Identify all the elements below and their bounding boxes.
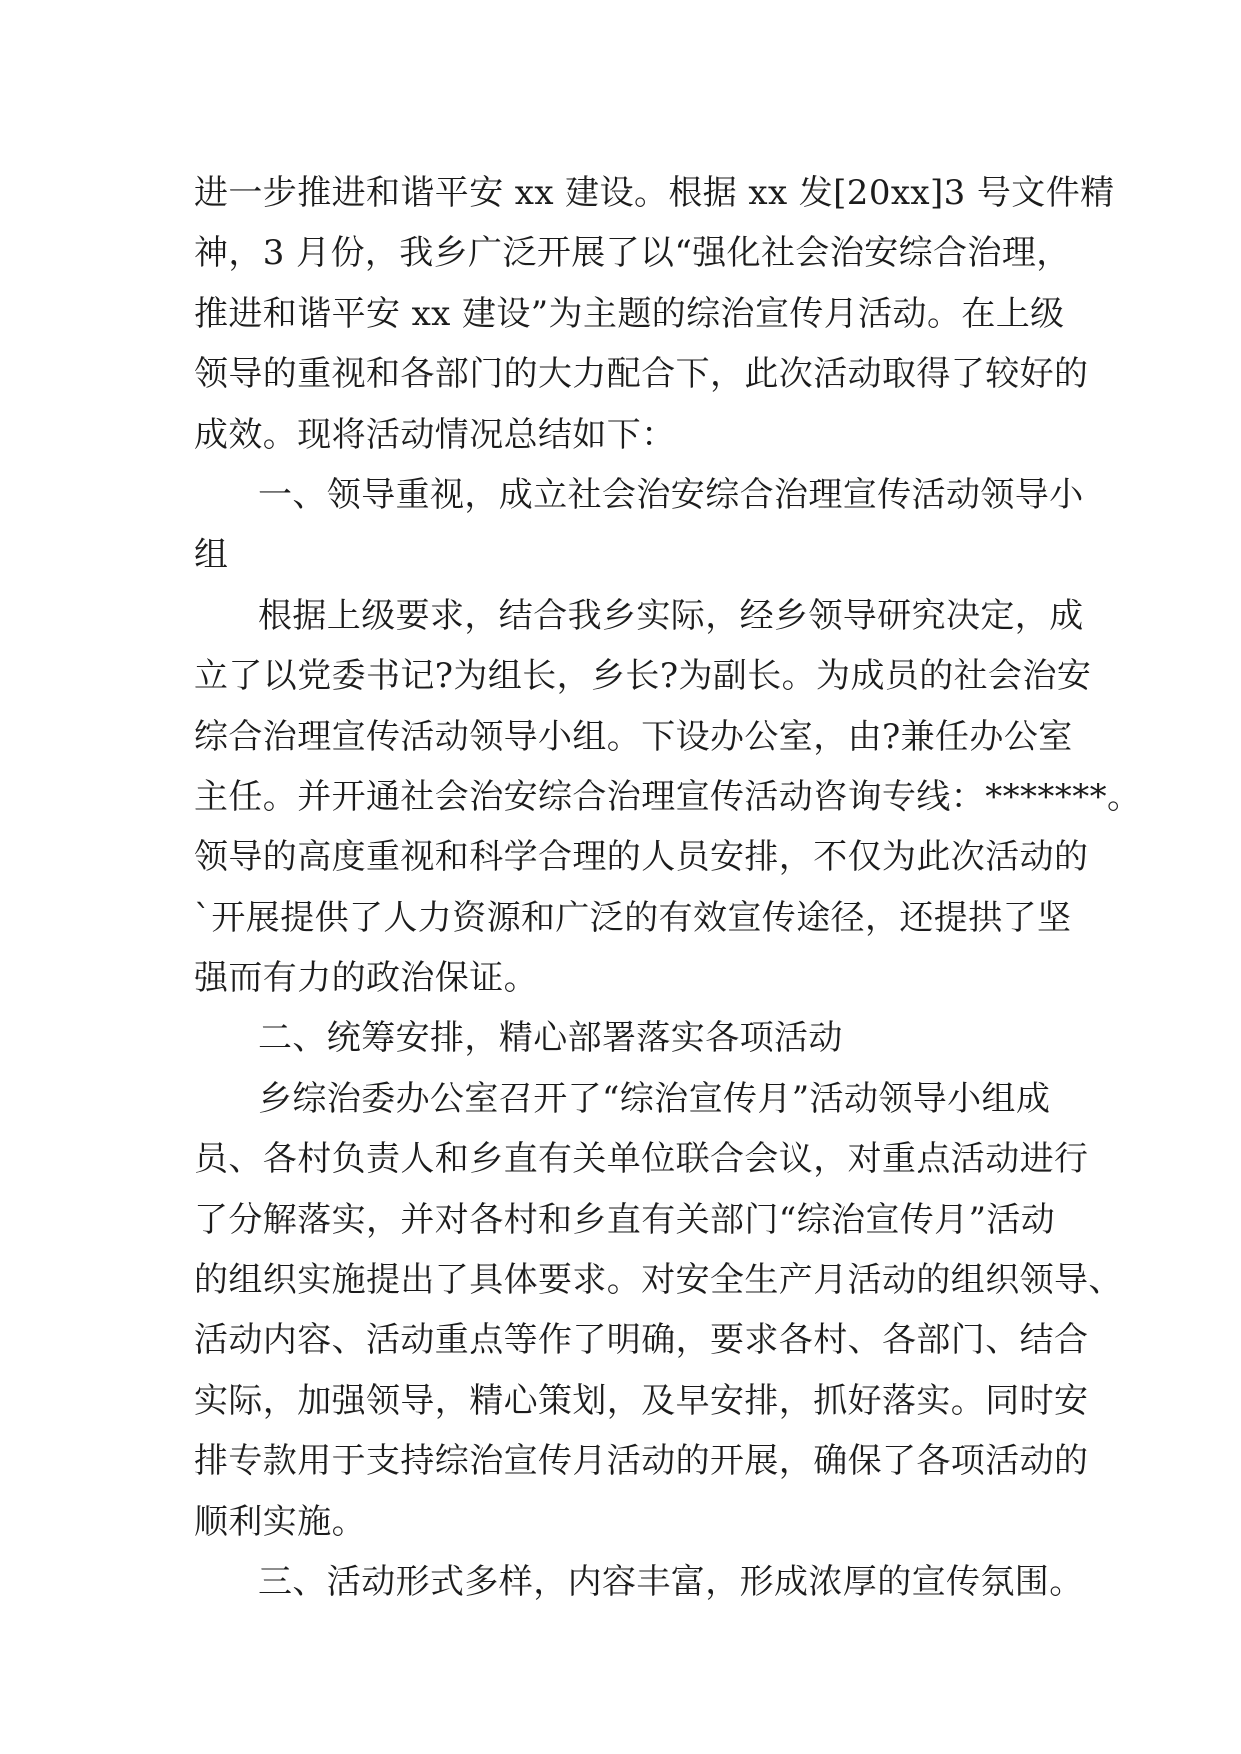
text-line: 成效。现将活动情况总结如下： [194,414,676,455]
text-line: 顺利实施。 [194,1501,366,1542]
text-line: 排专款用于支持综治宣传月活动的开展，确保了各项活动的 [194,1441,1089,1482]
text-line: 领导的高度重视和科学合理的人员安排，不仅为此次活动的 [194,837,1089,878]
document-body [194,163,1142,1612]
text-line: 主任。并开通社会治安综合治理宣传活动咨询专线：*******。 [194,776,1142,817]
text-line: 员、各村负责人和乡直有关单位联合会议，对重点活动进行 [194,1139,1089,1180]
text-line: 强而有力的政治保证。 [194,958,538,999]
text-line: 领导的重视和各部门的大力配合下，此次活动取得了较好的 [194,354,1089,395]
section-heading-continuation: 组 [194,535,229,576]
text-line: `开展提供了人力资源和广泛的有效宣传途径，还提拱了坚 [194,897,1072,938]
text-line: 立了以党委书记?为组长，乡长?为副长。为成员的社会治安 [194,656,1092,697]
section-heading: 一、领导重视，成立社会治安综合治理宣传活动领导小 [258,474,1084,515]
text-line: 的组织实施提出了具体要求。对安全生产月活动的组织领导、 [194,1260,1123,1301]
text-line: 实际，加强领导，精心策划，及早安排，抓好落实。同时安 [194,1380,1089,1421]
text-line: 综合治理宣传活动领导小组。下设办公室，由?兼任办公室 [194,716,1073,757]
text-line: 推进和谐平安 xx 建设”为主题的综治宣传月活动。在上级 [194,293,1065,334]
section-heading: 三、活动形式多样，内容丰富，形成浓厚的宣传氛围。 [258,1561,1084,1602]
text-line: 进一步推进和谐平安 xx 建设。根据 xx 发[20xx]3 号文件精 [194,173,1115,213]
section-heading: 二、统筹安排，精心部署落实各项活动 [258,1018,843,1059]
text-line: 活动内容、活动重点等作了明确，要求各村、各部门、结合 [194,1320,1089,1361]
text-line: 了分解落实，并对各村和乡直有关部门“综治宣传月”活动 [194,1199,1056,1240]
text-line: 乡综治委办公室召开了“综治宣传月”活动领导小组成 [258,1078,1051,1119]
text-line: 神，3 月份，我乡广泛开展了以“强化社会治安综合治理， [194,233,1071,274]
text-line: 根据上级要求，结合我乡实际，经乡领导研究决定，成 [258,595,1084,636]
